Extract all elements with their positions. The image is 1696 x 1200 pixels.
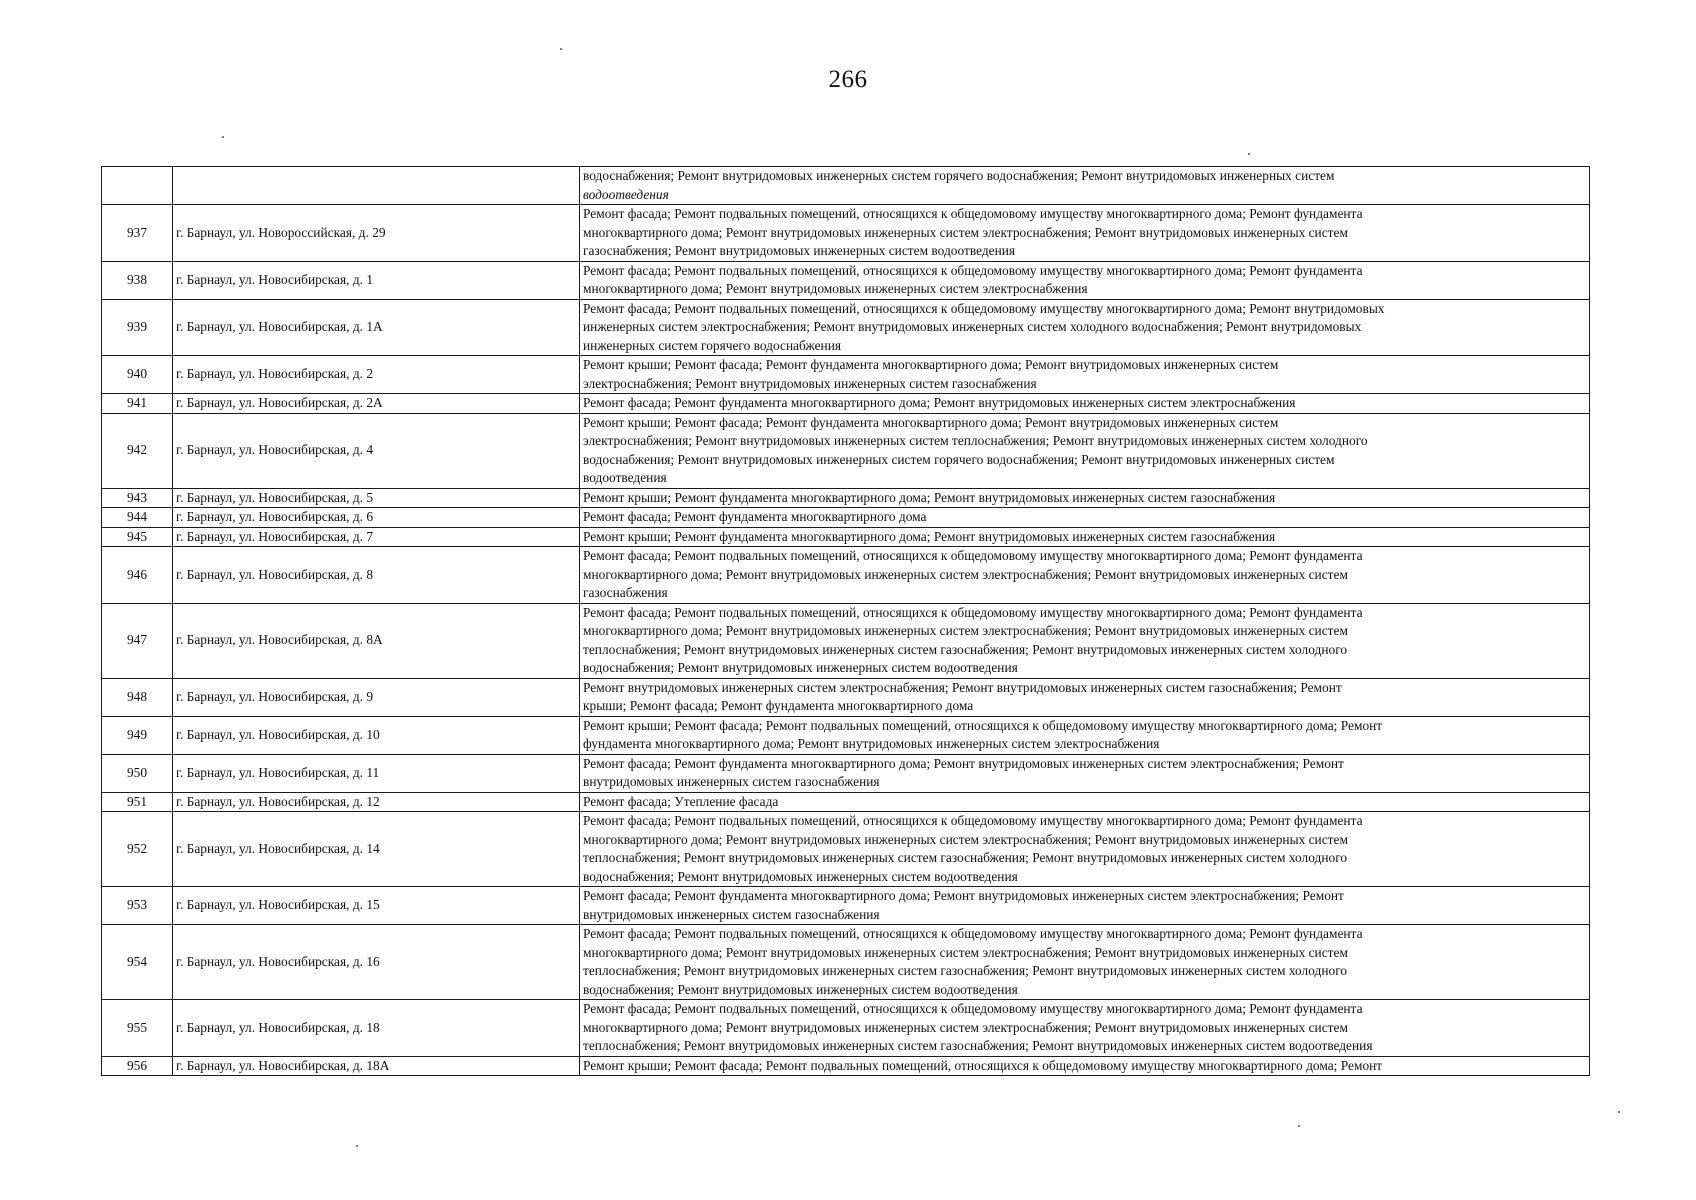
- works-cell: [580, 488, 1590, 508]
- address-cell: г. Барнаул, ул. Новосибирская, д. 7: [173, 527, 580, 547]
- table-row: [102, 413, 1590, 488]
- row-number-cell: 944: [102, 508, 173, 528]
- works-cell: [580, 356, 1590, 394]
- works-line: Ремонт фасада; Утепление фасада: [583, 793, 779, 809]
- row-number-cell: 941: [102, 394, 173, 414]
- table-row: [102, 925, 1590, 1000]
- address-cell: г. Барнаул, ул. Новосибирская, д. 14: [173, 812, 580, 887]
- works-line: теплоснабжения; Ремонт внутридомовых инженерных систем газоснабжения; Ремонт внутридомовых инженерных систем холодного: [583, 850, 1348, 865]
- table-row: [102, 678, 1590, 716]
- row-number-cell: 940: [102, 356, 173, 394]
- works-line: Ремонт фасада; Ремонт подвальных помещений, относящихся к общедомовому имуществу многоквартирного дома; Ремонт фундамента: [583, 1001, 1363, 1016]
- address-cell: г. Барнаул, ул. Новороссийская, д. 29: [173, 205, 580, 262]
- works-cell: [580, 527, 1590, 547]
- works-line: электроснабжения; Ремонт внутридомовых инженерных систем теплоснабжения; Ремонт внутридомовых инженерных систем холодного: [583, 433, 1368, 448]
- row-number-cell: 947: [102, 603, 173, 678]
- row-number-cell: 956: [102, 1056, 173, 1076]
- address-cell: г. Барнаул, ул. Новосибирская, д. 4: [173, 413, 580, 488]
- works-cell: [580, 792, 1590, 812]
- works-line: теплоснабжения; Ремонт внутридомовых инженерных систем газоснабжения; Ремонт внутридомовых инженерных систем холодного: [583, 641, 1348, 657]
- works-cell: [580, 1056, 1590, 1076]
- table-row: [102, 1000, 1590, 1057]
- row-number-cell: 951: [102, 792, 173, 812]
- scan-speck: [1618, 1111, 1620, 1113]
- table-row: [102, 394, 1590, 414]
- works-line: внутридомовых инженерных систем газоснабжения: [583, 774, 880, 789]
- row-number-cell: 955: [102, 1000, 173, 1057]
- works-line: водоснабжения; Ремонт внутридомовых инженерных систем горячего водоснабжения; Ремонт внутридомовых инженерных систем: [583, 168, 1335, 183]
- row-number-cell: 953: [102, 887, 173, 925]
- works-cell: [580, 394, 1590, 414]
- works-cell: [580, 413, 1590, 488]
- works-line: Ремонт фасада; Ремонт подвальных помещений, относящихся к общедомовому имуществу многоквартирного дома; Ремонт фундамента: [583, 262, 1363, 278]
- table-row: [102, 812, 1590, 887]
- works-line: Ремонт крыши; Ремонт фундамента многоквартирного дома; Ремонт внутридомовых инженерных систем газоснабжения: [583, 528, 1276, 544]
- works-line: электроснабжения; Ремонт внутридомовых инженерных систем газоснабжения: [583, 375, 1037, 391]
- table-row: [102, 488, 1590, 508]
- works-cell: [580, 167, 1590, 205]
- address-cell: г. Барнаул, ул. Новосибирская, д. 18: [173, 1000, 580, 1057]
- works-line: Ремонт фасада; Ремонт фундамента многоквартирного дома: [583, 509, 927, 524]
- address-cell: г. Барнаул, ул. Новосибирская, д. 8: [173, 547, 580, 604]
- table-row: [102, 887, 1590, 925]
- table-row: [102, 299, 1590, 356]
- works-line: Ремонт фасада; Ремонт подвальных помещений, относящихся к общедомовому имуществу многоквартирного дома; Ремонт фундамента: [583, 206, 1363, 221]
- works-line: Ремонт крыши; Ремонт фасада; Ремонт подвальных помещений, относящихся к общедомовому имуществу многоквартирного дома; Ремонт: [583, 1057, 1383, 1073]
- works-line: внутридомовых инженерных систем газоснабжения: [583, 906, 880, 922]
- row-number-cell: 950: [102, 754, 173, 792]
- table-row: [102, 356, 1590, 394]
- row-number-cell: 952: [102, 812, 173, 887]
- works-line: многоквартирного дома; Ремонт внутридомовых инженерных систем электроснабжения: [583, 281, 1088, 296]
- works-cell: [580, 299, 1590, 356]
- works-line: инженерных систем электроснабжения; Ремонт внутридомовых инженерных систем холодного водоснабжения; Ремонт внутридомовых: [583, 319, 1362, 334]
- scan-speck: [356, 1145, 358, 1147]
- works-cell: [580, 261, 1590, 299]
- works-cell: [580, 754, 1590, 792]
- works-line: газоснабжения: [583, 585, 668, 600]
- works-cell: [580, 603, 1590, 678]
- scan-speck: [222, 136, 224, 138]
- address-cell: г. Барнаул, ул. Новосибирская, д. 11: [173, 754, 580, 792]
- repair-works-table: [101, 166, 1590, 1076]
- row-number-cell: 945: [102, 527, 173, 547]
- works-line: Ремонт фасада; Ремонт подвальных помещений, относящихся к общедомовому имуществу многоквартирного дома; Ремонт фундамента: [583, 548, 1363, 563]
- works-line: многоквартирного дома; Ремонт внутридомовых инженерных систем электроснабжения; Ремонт внутридомовых инженерных систем: [583, 566, 1348, 582]
- address-cell: г. Барнаул, ул. Новосибирская, д. 5: [173, 488, 580, 508]
- row-number-cell: [102, 167, 173, 205]
- works-cell: [580, 547, 1590, 604]
- table-row: [102, 1056, 1590, 1076]
- works-line: Ремонт фасада; Ремонт фундамента многоквартирного дома; Ремонт внутридомовых инженерных систем электроснабжения; Ремонт: [583, 888, 1344, 903]
- table-row: [102, 792, 1590, 812]
- works-line: Ремонт крыши; Ремонт фасада; Ремонт фундамента многоквартирного дома; Ремонт внутридомовых инженерных систем: [583, 414, 1279, 430]
- row-number-cell: 939: [102, 299, 173, 356]
- works-line: теплоснабжения; Ремонт внутридомовых инженерных систем газоснабжения; Ремонт внутридомовых инженерных систем холодного: [583, 963, 1348, 978]
- address-cell: г. Барнаул, ул. Новосибирская, д. 8А: [173, 603, 580, 678]
- works-cell: [580, 1000, 1590, 1057]
- page-number: 266: [828, 66, 868, 93]
- row-number-cell: 946: [102, 547, 173, 604]
- works-cell: [580, 205, 1590, 262]
- works-line: Ремонт внутридомовых инженерных систем электроснабжения; Ремонт внутридомовых инженерных систем газоснабжения; Ремонт: [583, 679, 1342, 695]
- address-cell: г. Барнаул, ул. Новосибирская, д. 12: [173, 792, 580, 812]
- works-line: теплоснабжения; Ремонт внутридомовых инженерных систем газоснабжения; Ремонт внутридомовых инженерных систем водоотведения: [583, 1038, 1373, 1053]
- table-row: [102, 261, 1590, 299]
- works-line: Ремонт крыши; Ремонт фундамента многоквартирного дома; Ремонт внутридомовых инженерных систем газоснабжения: [583, 489, 1276, 505]
- address-cell: г. Барнаул, ул. Новосибирская, д. 6: [173, 508, 580, 528]
- table-row: [102, 205, 1590, 262]
- row-number-cell: 938: [102, 261, 173, 299]
- row-number-cell: 943: [102, 488, 173, 508]
- works-line: многоквартирного дома; Ремонт внутридомовых инженерных систем электроснабжения; Ремонт внутридомовых инженерных систем: [583, 944, 1348, 960]
- table-row: [102, 754, 1590, 792]
- table-row: [102, 527, 1590, 547]
- works-line: водоснабжения; Ремонт внутридомовых инженерных систем водоотведения: [583, 981, 1018, 997]
- scan-speck: [1248, 153, 1250, 155]
- scan-speck: [560, 48, 562, 50]
- works-line: газоснабжения; Ремонт внутридомовых инженерных систем водоотведения: [583, 243, 1016, 258]
- works-line: водоснабжения; Ремонт внутридомовых инженерных систем водоотведения: [583, 660, 1018, 675]
- table-row: [102, 603, 1590, 678]
- address-cell: [173, 167, 580, 205]
- works-line: инженерных систем горячего водоснабжения: [583, 337, 842, 353]
- works-line: водоснабжения; Ремонт внутридомовых инженерных систем горячего водоснабжения; Ремонт внутридомовых инженерных систем: [583, 451, 1335, 467]
- works-line: Ремонт фасада; Ремонт подвальных помещений, относящихся к общедомовому имуществу многоквартирного дома; Ремонт фундамента: [583, 813, 1363, 828]
- row-number-cell: 954: [102, 925, 173, 1000]
- works-line: многоквартирного дома; Ремонт внутридомовых инженерных систем электроснабжения; Ремонт внутридомовых инженерных систем: [583, 224, 1348, 240]
- address-cell: г. Барнаул, ул. Новосибирская, д. 18А: [173, 1056, 580, 1076]
- row-number-cell: 949: [102, 716, 173, 754]
- address-cell: г. Барнаул, ул. Новосибирская, д. 1А: [173, 299, 580, 356]
- address-cell: г. Барнаул, ул. Новосибирская, д. 16: [173, 925, 580, 1000]
- scan-speck: [1298, 1125, 1300, 1127]
- table-row: [102, 508, 1590, 528]
- works-line: водоотведения: [583, 470, 667, 485]
- row-number-cell: 942: [102, 413, 173, 488]
- works-line: Ремонт фасада; Ремонт фундамента многоквартирного дома; Ремонт внутридомовых инженерных систем электроснабжения: [583, 395, 1296, 410]
- works-cell: [580, 508, 1590, 528]
- works-line: водоснабжения; Ремонт внутридомовых инженерных систем водоотведения: [583, 868, 1018, 884]
- address-cell: г. Барнаул, ул. Новосибирская, д. 1: [173, 261, 580, 299]
- works-cell: [580, 887, 1590, 925]
- works-cell: [580, 678, 1590, 716]
- works-cell: [580, 925, 1590, 1000]
- works-line: Ремонт фасада; Ремонт подвальных помещений, относящихся к общедомовому имуществу многоквартирного дома; Ремонт внутридомовых: [583, 300, 1385, 316]
- works-line: крыши; Ремонт фасада; Ремонт фундамента многоквартирного дома: [583, 698, 974, 713]
- table-body: [102, 167, 1590, 1076]
- works-line: многоквартирного дома; Ремонт внутридомовых инженерных систем электроснабжения; Ремонт внутридомовых инженерных систем: [583, 623, 1348, 638]
- address-cell: г. Барнаул, ул. Новосибирская, д. 15: [173, 887, 580, 925]
- works-line: фундамента многоквартирного дома; Ремонт внутридомовых инженерных систем электроснабжения: [583, 736, 1160, 751]
- row-number-cell: 948: [102, 678, 173, 716]
- table-row: [102, 716, 1590, 754]
- table-row: [102, 167, 1590, 205]
- works-line: Ремонт крыши; Ремонт фасада; Ремонт фундамента многоквартирного дома; Ремонт внутридомовых инженерных систем: [583, 357, 1279, 372]
- works-line: Ремонт фасада; Ремонт подвальных помещений, относящихся к общедомовому имуществу многоквартирного дома; Ремонт фундамента: [583, 926, 1363, 941]
- address-cell: г. Барнаул, ул. Новосибирская, д. 10: [173, 716, 580, 754]
- address-cell: г. Барнаул, ул. Новосибирская, д. 2: [173, 356, 580, 394]
- address-cell: г. Барнаул, ул. Новосибирская, д. 9: [173, 678, 580, 716]
- works-line: Ремонт фасада; Ремонт подвальных помещений, относящихся к общедомовому имуществу многоквартирного дома; Ремонт фундамента: [583, 604, 1363, 620]
- works-line: многоквартирного дома; Ремонт внутридомовых инженерных систем электроснабжения; Ремонт внутридомовых инженерных систем: [583, 1019, 1348, 1035]
- table-row: [102, 547, 1590, 604]
- row-number-cell: 937: [102, 205, 173, 262]
- works-line: Ремонт крыши; Ремонт фасада; Ремонт подвальных помещений, относящихся к общедомовому имуществу многоквартирного дома; Ремонт: [583, 717, 1383, 733]
- works-line: Ремонт фасада; Ремонт фундамента многоквартирного дома; Ремонт внутридомовых инженерных систем электроснабжения; Ремонт: [583, 755, 1344, 771]
- works-line: водоотведения: [583, 186, 669, 202]
- works-cell: [580, 716, 1590, 754]
- works-cell: [580, 812, 1590, 887]
- address-cell: г. Барнаул, ул. Новосибирская, д. 2А: [173, 394, 580, 414]
- works-line: многоквартирного дома; Ремонт внутридомовых инженерных систем электроснабжения; Ремонт внутридомовых инженерных систем: [583, 831, 1348, 847]
